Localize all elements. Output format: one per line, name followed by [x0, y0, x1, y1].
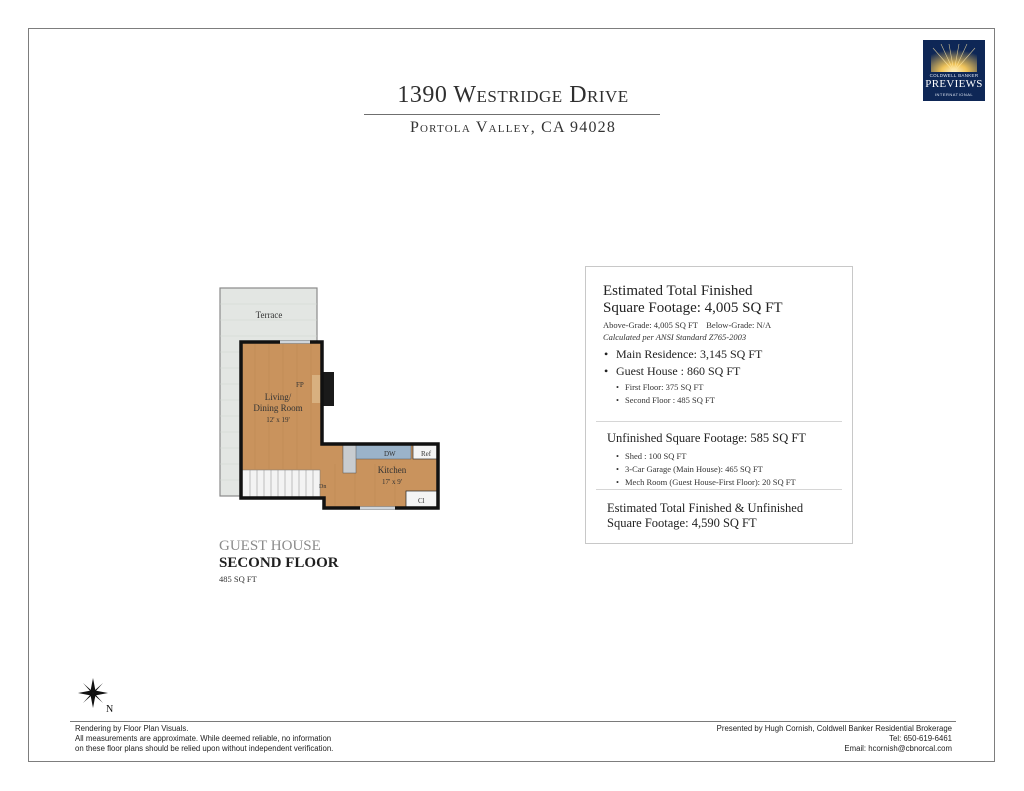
floor-sqft: 485 SQ FT	[219, 574, 257, 584]
total-title	[607, 501, 803, 531]
footer-email[interactable]: Email: hcornish@cbnorcal.com	[844, 744, 952, 753]
unfinished-title: Unfinished Square Footage: 585 SQ FT	[607, 431, 806, 445]
square-footage-summary	[585, 266, 853, 544]
kitchen-dims: 17' x 9'	[381, 478, 403, 486]
sunburst-icon	[931, 44, 977, 72]
standard-note: Calculated per ANSI Standard Z765-2003	[603, 332, 747, 342]
building-name: GUEST HOUSE	[219, 538, 321, 554]
total-line1: Estimated Total Finished & Unfinished	[607, 501, 804, 515]
property-address: 1390 Westridge Drive	[397, 82, 629, 108]
stairs-down-label: Dn	[319, 484, 327, 490]
compass-icon	[76, 676, 116, 714]
fireplace-label: FP	[296, 381, 304, 389]
living-dims: 12' x 19'	[266, 416, 290, 424]
summary-title-line1: Estimated Total Finished	[603, 283, 753, 299]
living-label-1: Living/	[264, 392, 292, 402]
summary-divider-1	[596, 421, 842, 422]
refrigerator-label: Ref	[421, 450, 432, 458]
kitchen-label: Kitchen	[377, 465, 407, 475]
summary-title	[603, 283, 783, 317]
garage-item: • 3-Car Garage (Main House): 465 SQ FT	[616, 464, 763, 474]
footer-presenter: Presented by Hugh Cornish, Coldwell Banker Residential Brokerage	[716, 724, 952, 733]
floor-name: SECOND FLOOR	[219, 555, 339, 571]
title-divider	[364, 114, 660, 115]
mech-room-item: • Mech Room (Guest House-First Floor): 20 SQ FT	[616, 477, 796, 487]
summary-divider-2	[596, 489, 842, 490]
closet-label: Cl	[418, 497, 425, 505]
footer-disclaimer-1: All measurements are approximate. While deemed reliable, no information	[75, 734, 332, 743]
logo-line2: PREVIEWS	[925, 78, 983, 90]
main-residence-item: • Main Residence: 3,145 SQ FT	[604, 347, 762, 362]
living-label-2: Dining Room	[253, 403, 303, 413]
footer-phone: Tel: 650-619-6461	[889, 734, 952, 743]
logo-line3: INTERNATIONAL	[934, 92, 974, 97]
guest-second-item: • Second Floor : 485 SQ FT	[616, 395, 715, 405]
floor-plan	[210, 284, 450, 514]
property-city: Portola Valley, CA 94028	[409, 119, 617, 136]
total-line2: Square Footage: 4,590 SQ FT	[607, 516, 757, 530]
summary-title-line2: Square Footage: 4,005 SQ FT	[603, 300, 783, 316]
grade-note: Above-Grade: 4,005 SQ FT Below-Grade: N/A	[603, 320, 772, 330]
logo-line1: COLDWELL BANKER	[929, 73, 979, 78]
guest-house-item: • Guest House : 860 SQ FT	[604, 364, 740, 379]
footer-disclaimer-2: on these floor plans should be relied upon without independent verification.	[75, 744, 334, 753]
terrace-label: Terrace	[255, 310, 283, 320]
footer-credit: Rendering by Floor Plan Visuals.	[75, 724, 189, 733]
dishwasher-label: DW	[384, 450, 396, 458]
compass-north-label: N	[106, 704, 114, 714]
guest-first-item: • First Floor: 375 SQ FT	[616, 382, 703, 392]
shed-item: • Shed : 100 SQ FT	[616, 451, 686, 461]
footer-divider	[70, 721, 956, 722]
previews-logo	[923, 40, 985, 101]
